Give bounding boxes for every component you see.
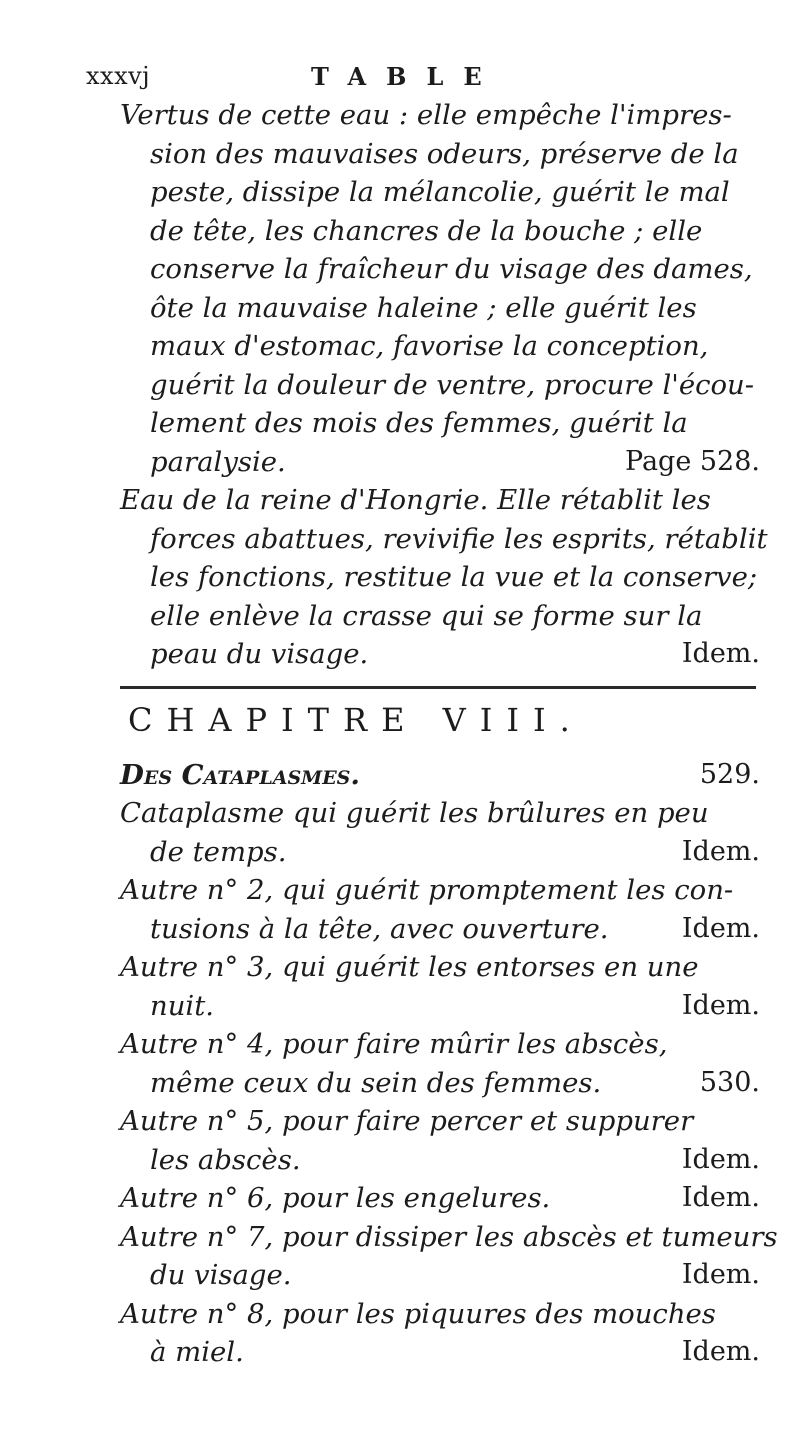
toc-entry-text: elle enlève la crasse qui se forme sur la <box>150 599 703 632</box>
toc-entry-text: Cataplasme qui guérit les brûlures en peu <box>120 797 709 829</box>
toc-entry-text: Autre n° 7, pour dissiper les abscès et tumeurs <box>120 1220 778 1253</box>
toc-entry-text: de tête, les chancres de la bouche ; elle <box>150 214 703 247</box>
toc-entry-text: les fonctions, restitue la vue et la conserve; <box>150 561 758 593</box>
toc-entry-text: peau du visage. <box>150 638 369 670</box>
toc-entry-text: nuit. <box>150 989 215 1022</box>
chapter-heading-page: 529. <box>699 759 760 790</box>
toc-entry-text: Autre n° 3, qui guérit les entorses en une <box>120 951 699 983</box>
toc-entry-text: Autre n° 6, pour les engelures. <box>120 1182 551 1214</box>
toc-entry-text: peste, dissipe la mélancolie, guérit le mal <box>150 176 730 208</box>
toc-entry-text: Eau de la reine d'Hongrie. Elle rétablit les <box>120 484 711 516</box>
toc-entry-text: Autre n° 2, qui guérit promptement les con- <box>120 874 734 906</box>
toc-entry-page-ref: Idem. <box>681 638 760 669</box>
toc-entry-text: même ceux du sein des femmes. <box>150 1066 602 1099</box>
toc-entry-text: tusions à la tête, avec ouverture. <box>150 912 609 945</box>
toc-entry-text: ôte la mauvaise haleine ; elle guérit les <box>150 291 697 324</box>
toc-entry-text: les abscès. <box>150 1143 301 1176</box>
toc-entry-page-ref: 530. <box>699 1066 760 1098</box>
toc-entry-text: lement des mois des femmes, guérit la <box>150 407 688 439</box>
toc-entry-text: sion des mauvaises odeurs, préserve de la <box>150 137 739 170</box>
toc-entry-text: forces abattues, revivifie les esprits, rétablit <box>150 522 768 555</box>
toc-line <box>0 1327 800 1377</box>
toc-entry-text: du visage. <box>150 1259 292 1291</box>
toc-line <box>0 629 800 679</box>
toc-entry-page-ref: Idem. <box>681 1182 760 1213</box>
toc-entry-page-ref: Idem. <box>681 912 760 944</box>
toc-entry-page-ref: Idem. <box>681 1259 760 1290</box>
toc-entry-text: paralysie. <box>150 445 286 478</box>
toc-entry-text: à miel. <box>150 1336 244 1368</box>
toc-entry-text: Autre n° 8, pour les piquures des mouches <box>120 1297 716 1330</box>
chapter-heading: Des Cataplasmes. <box>120 759 360 791</box>
toc-entry-page-ref: Page 528. <box>624 445 760 477</box>
chapter-rule <box>120 686 756 689</box>
toc-entry-text: Autre n° 5, pour faire percer et suppurer <box>120 1105 694 1137</box>
toc-entry-text: Autre n° 4, pour faire mûrir les abscès, <box>120 1028 668 1060</box>
toc-entry-page-ref: Idem. <box>681 1336 760 1367</box>
toc-entry-text: de temps. <box>150 835 287 868</box>
toc-entry-text: Vertus de cette eau : elle empêche l'impres- <box>120 99 732 131</box>
toc-entry-text: guérit la douleur de ventre, procure l'écou- <box>150 368 755 401</box>
page-number: xxxvj <box>86 62 151 90</box>
toc-entry-page-ref: Idem. <box>681 1143 760 1175</box>
running-title: TABLE <box>311 62 502 91</box>
toc-entry-text: maux d'estomac, favorise la conception, <box>150 330 709 362</box>
toc-entry-page-ref: Idem. <box>681 835 760 867</box>
chapter-title: CHAPITRE VIII. <box>128 701 584 739</box>
toc-entry-page-ref: Idem. <box>681 989 760 1021</box>
toc-entry-text: conserve la fraîcheur du visage des dames, <box>150 253 753 285</box>
